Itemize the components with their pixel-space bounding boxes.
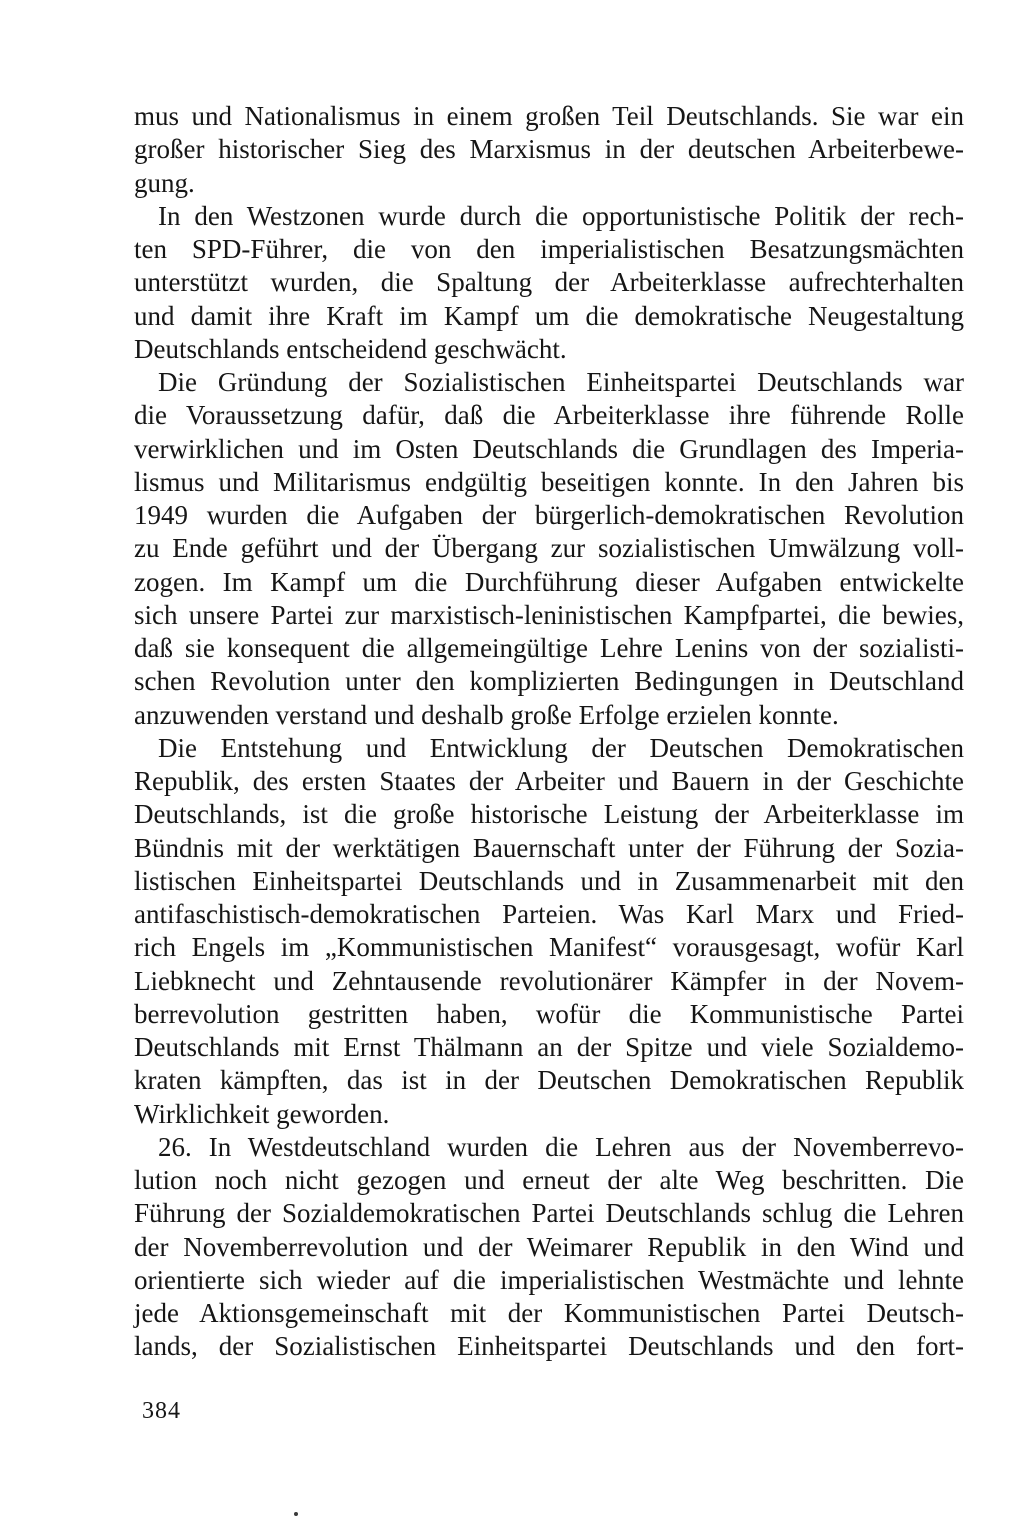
text-line: Führung der Sozialdemokratischen Partei Deutschlands schlug die Lehren [134,1198,964,1229]
text-line: kraten kämpften, das ist in der Deutschen Demokratischen Republik [134,1065,964,1096]
text-line: die Voraussetzung dafür, daß die Arbeiterklasse ihre führende Rolle [134,400,964,431]
text-line: Liebknecht und Zehntausende revolutionärer Kämpfer in der Novem- [134,965,964,996]
page-number: 384 [142,1398,181,1424]
text-line: lands, der Sozialistischen Einheitspartei Deutschlands und den fort- [134,1331,964,1362]
text-line: Republik, des ersten Staates der Arbeiter und Bauern in der Geschichte [134,766,964,796]
text-line: ten SPD-Führer, die von den imperialistischen Besatzungsmächten [134,234,964,264]
text-line: Wirklichkeit geworden. [134,1098,390,1129]
paragraph-start-line: Die Entstehung und Entwicklung der Deutschen Demokratischen [158,732,964,763]
text-line: listischen Einheitspartei Deutschlands und in Zusammenarbeit mit den [134,865,964,896]
text-line: Deutschlands, ist die große historische Leistung der Arbeiterklasse im [134,799,964,830]
text-line: zu Ende geführt und der Übergang zur sozialistischen Umwälzung voll- [134,533,964,564]
text-line: lution noch nicht gezogen und erneut der alte Weg beschritten. Die [134,1165,964,1195]
text-line: mus und Nationalismus in einem großen Teil Deutschlands. Sie war ein [134,101,964,131]
text-line: anzuwenden verstand und deshalb große Erfolge erzielen konnte. [134,699,839,730]
text-line: daß sie konsequent die allgemeingültige Lehre Lenins von der sozialisti- [134,633,964,663]
text-line: Bündnis mit der werktätigen Bauernschaft unter der Führung der Sozia- [134,832,964,863]
text-line: sich unsere Partei zur marxistisch-leninistischen Kampfpartei, die bewies, [134,599,964,630]
text-line: 1949 wurden die Aufgaben der bürgerlich-demokratischen Revolution [134,500,964,530]
text-line: antifaschistisch-demokratischen Parteien. Was Karl Marx und Fried- [134,899,964,929]
text-line: schen Revolution unter den komplizierten Bedingungen in Deutschland [134,666,964,697]
text-line: großer historischer Sieg des Marxismus in der deutschen Arbeiterbewe- [134,134,964,165]
text-line: orientierte sich wieder auf die imperialistischen Westmächte und lehnte [134,1264,964,1295]
paragraph-start-line: 26. In Westdeutschland wurden die Lehren aus der Novemberrevo- [158,1131,964,1162]
text-line: jede Aktionsgemeinschaft mit der Kommunistischen Partei Deutsch- [134,1298,964,1328]
text-line: zogen. Im Kampf um die Durchführung dieser Aufgaben entwickelte [134,566,964,597]
scan-speck [294,1512,298,1516]
text-line: gung. [134,167,195,198]
text-line: berrevolution gestritten haben, wofür die Kommunistische Partei [134,998,964,1029]
text-line: unterstützt wurden, die Spaltung der Arbeiterklasse aufrechterhalten [134,267,964,298]
body-text [134,100,964,1364]
text-line: und damit ihre Kraft im Kampf um die demokratische Neugestaltung [134,300,964,331]
text-line: verwirklichen und im Osten Deutschlands die Grundlagen des Imperia- [134,433,964,464]
text-line: Deutschlands entscheidend geschwächt. [134,333,567,364]
paragraph-start-line: In den Westzonen wurde durch die opportunistische Politik der rech- [158,200,964,231]
text-line: der Novemberrevolution und der Weimarer Republik in den Wind und [134,1231,964,1262]
paragraph-start-line: Die Gründung der Sozialistischen Einheitspartei Deutschlands war [158,367,964,397]
text-line: Deutschlands mit Ernst Thälmann an der Spitze und viele Sozialdemo- [134,1032,964,1062]
text-line: lismus und Militarismus endgültig beseitigen konnte. In den Jahren bis [134,466,964,497]
text-line: rich Engels im „Kommunistischen Manifest“ vorausgesagt, wofür Karl [134,932,964,963]
